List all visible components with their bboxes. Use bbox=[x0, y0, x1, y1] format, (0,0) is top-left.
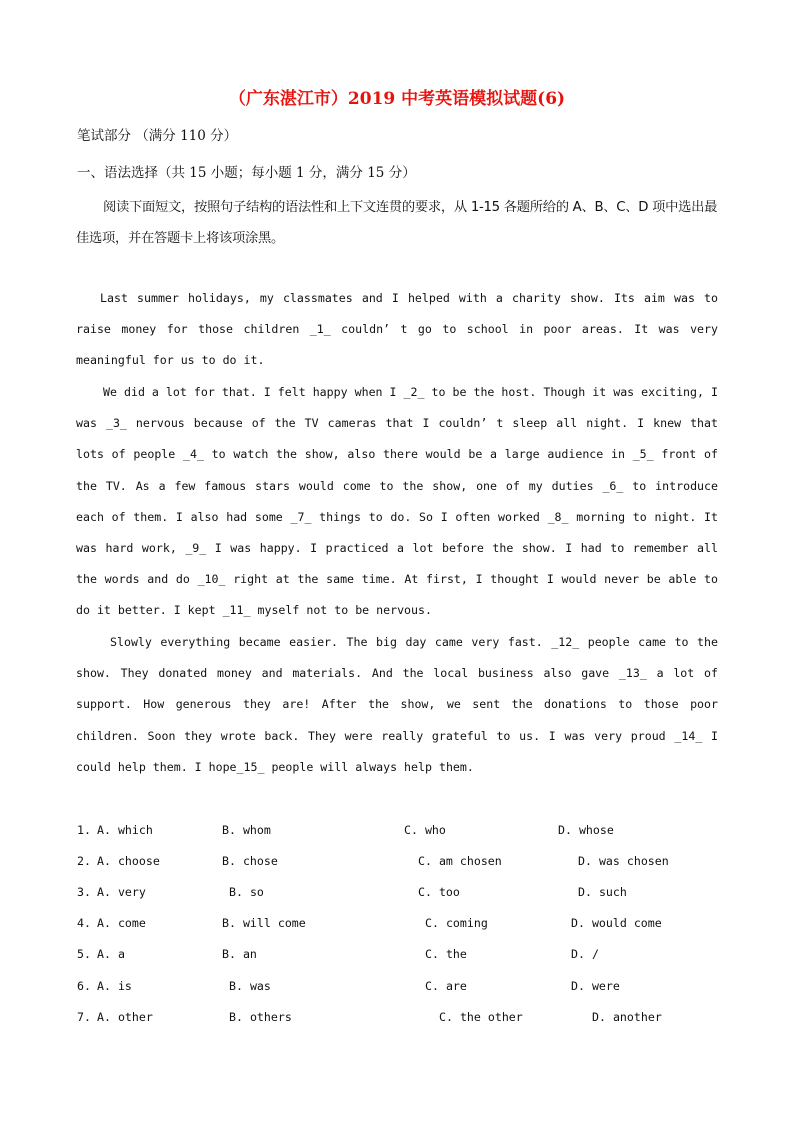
question-row bbox=[0, 854, 794, 874]
option-c[interactable]: C. am chosen bbox=[418, 854, 502, 868]
question-number: 6. bbox=[77, 979, 91, 993]
paragraph-text: Last summer holidays, my classmates and I helped with a charity show. Its aim was to raise money for those children _1_ couldn’ t go to school in poor areas. It was very meaningful for us to do it. bbox=[76, 291, 718, 368]
option-b[interactable]: B. so bbox=[229, 885, 264, 899]
option-a[interactable]: A. a bbox=[97, 947, 125, 961]
question-row bbox=[0, 1010, 794, 1030]
option-c[interactable]: C. coming bbox=[425, 916, 488, 930]
part-heading: 一、语法选择（共 15 小题；每小题 1 分，满分 15 分） bbox=[77, 165, 416, 181]
question-row bbox=[0, 823, 794, 843]
question-number: 7. bbox=[77, 1010, 91, 1024]
option-d[interactable]: D. another bbox=[592, 1010, 662, 1024]
question-row bbox=[0, 885, 794, 905]
question-row bbox=[0, 979, 794, 999]
document-title: （广东湛江市）2019 中考英语模拟试题(6) bbox=[228, 89, 566, 109]
instructions-text: 阅读下面短文，按照句子结构的语法性和上下文连贯的要求，从 1-15 各题所给的 A、B、C、D 项中选出最佳选项，并在答题卡上将该项涂黑。 bbox=[76, 200, 718, 246]
paragraph-text: Slowly everything became easier. The big day came very fast. _12_ people came to the show. They donated money and materials. And the local business also gave _13_ a lot of support. How generous they are! After the show, we sent the donations to those poor children. Soon they wrote back. They were really grateful to us. I was very proud _14_ I could help them. I hope_15_ people will always help them. bbox=[76, 635, 718, 774]
option-a[interactable]: A. is bbox=[97, 979, 132, 993]
passage-paragraph-2 bbox=[76, 377, 718, 627]
question-number: 5. bbox=[77, 947, 91, 961]
passage-paragraph-3 bbox=[76, 627, 718, 783]
option-a[interactable]: A. other bbox=[97, 1010, 153, 1024]
option-d[interactable]: D. would come bbox=[571, 916, 662, 930]
option-b[interactable]: B. chose bbox=[222, 854, 278, 868]
option-a[interactable]: A. which bbox=[97, 823, 153, 837]
question-row bbox=[0, 947, 794, 967]
option-b[interactable]: B. was bbox=[229, 979, 271, 993]
paragraph-text: We did a lot for that. I felt happy when I _2_ to be the host. Though it was exciting, I was _3_ nervous because of the TV cameras that I couldn’ t sleep all night. I knew that lots of people _4_ to watch the show, also there would be a large audience in _5_ front of the TV. As a few famous stars would come to the show, one of my duties _6_ to introduce each of them. I also had some _7_ things to do. So I often worked _8_ morning to night. It was hard work, _9_ I was happy. I practiced a lot before the show. I had to remember all the words and do _10_ right at the same time. At first, I thought I would never be able to do it better. I kept _11_ myself not to be nervous. bbox=[76, 385, 718, 618]
option-c[interactable]: C. too bbox=[418, 885, 460, 899]
instructions bbox=[76, 192, 718, 254]
option-c[interactable]: C. the other bbox=[439, 1010, 523, 1024]
option-d[interactable]: D. was chosen bbox=[578, 854, 669, 868]
question-number: 1. bbox=[77, 823, 91, 837]
option-b[interactable]: B. will come bbox=[222, 916, 306, 930]
option-d[interactable]: D. such bbox=[578, 885, 627, 899]
option-a[interactable]: A. choose bbox=[97, 854, 160, 868]
option-d[interactable]: D. were bbox=[571, 979, 620, 993]
option-a[interactable]: A. come bbox=[97, 916, 146, 930]
question-number: 2. bbox=[77, 854, 91, 868]
section-heading: 笔试部分 （满分 110 分） bbox=[77, 128, 238, 144]
question-number: 3. bbox=[77, 885, 91, 899]
option-c[interactable]: C. are bbox=[425, 979, 467, 993]
option-a[interactable]: A. very bbox=[97, 885, 146, 899]
question-row bbox=[0, 916, 794, 936]
option-b[interactable]: B. an bbox=[222, 947, 257, 961]
question-number: 4. bbox=[77, 916, 91, 930]
option-d[interactable]: D. / bbox=[571, 947, 599, 961]
option-c[interactable]: C. who bbox=[404, 823, 446, 837]
option-d[interactable]: D. whose bbox=[558, 823, 614, 837]
passage-paragraph-1 bbox=[76, 283, 718, 377]
option-c[interactable]: C. the bbox=[425, 947, 467, 961]
option-b[interactable]: B. whom bbox=[222, 823, 271, 837]
option-b[interactable]: B. others bbox=[229, 1010, 292, 1024]
